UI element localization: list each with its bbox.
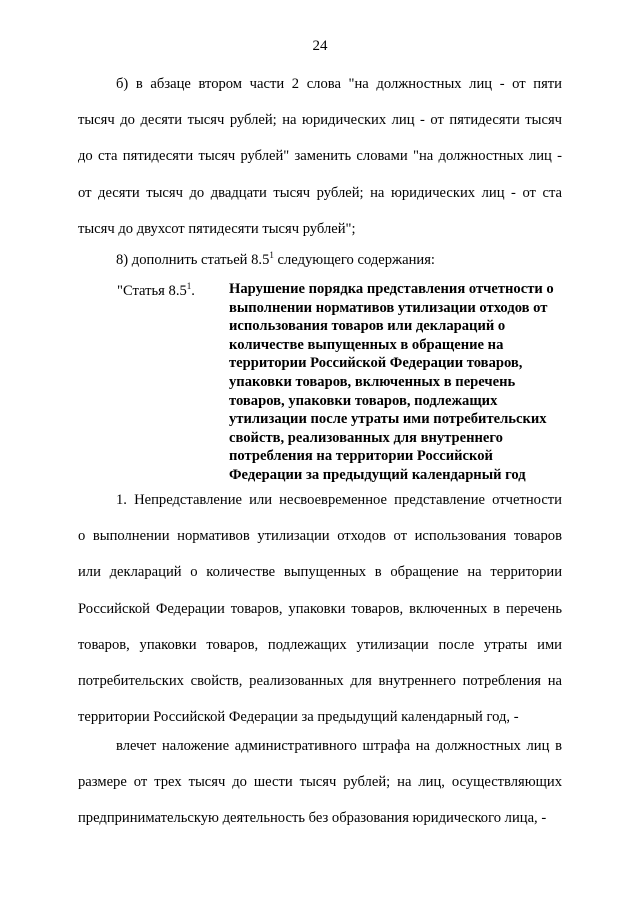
- text-line: тысяч до десяти тысяч рублей; на юридических лиц - от пятидесяти тысяч: [78, 112, 562, 129]
- text-line: или деклараций о количестве выпущенных в обращение на территории: [78, 564, 562, 581]
- article-title: [229, 280, 565, 485]
- title-line: выполнении нормативов утилизации отходов от: [229, 299, 548, 316]
- superscript: 1: [269, 250, 274, 260]
- title-line: Федерации за предыдущий календарный год: [229, 466, 526, 483]
- penalty-paragraph: [78, 728, 562, 837]
- title-line: территории Российской Федерации товаров,: [229, 355, 523, 372]
- text-line: б) в абзаце втором части 2 слова "на должностных лиц - от пяти: [116, 76, 562, 92]
- title-line: Нарушение порядка представления отчетности о: [229, 281, 554, 297]
- text-line: до ста пятидесяти тысяч рублей" заменить словами "на должностных лиц -: [78, 148, 562, 165]
- text-line: [78, 242, 562, 278]
- text-line: Российской Федерации товаров, упаковки товаров, включенных в перечень: [78, 600, 562, 617]
- title-line: товаров, упаковки товаров, подлежащих: [229, 392, 498, 409]
- title-line: количестве выпущенных в обращение на: [229, 336, 504, 353]
- text-line: потребительских свойств, реализованных для внутреннего потребления на: [78, 672, 562, 689]
- text-line: влечет наложение административного штрафа на должностных лиц в: [116, 738, 562, 754]
- paragraph-8: [78, 242, 562, 278]
- title-line: свойств, реализованных для внутреннего: [229, 429, 503, 446]
- text-line: территории Российской Федерации за предыдущий календарный год, -: [78, 709, 519, 726]
- title-line: упаковки товаров, включенных в перечень: [229, 373, 516, 390]
- superscript: 1: [186, 281, 192, 291]
- text-line: размере от трех тысяч до шести тысяч рублей; на лиц, осуществляющих: [78, 774, 562, 791]
- part-1: [78, 482, 562, 735]
- text-line: тысяч до двухсот пятидесяти тысяч рублей";: [78, 220, 356, 237]
- title-line: утилизации после утраты ими потребительских: [229, 411, 547, 428]
- text-line: 1. Непредставление или несвоевременное представление отчетности: [116, 492, 562, 508]
- text-line: от десяти тысяч до двадцати тысяч рублей; на юридических лиц - от ста: [78, 184, 562, 201]
- paragraph-8-text-end: следующего содержания:: [273, 252, 435, 268]
- title-line: потребления на территории Российской: [229, 448, 493, 465]
- page-number: 24: [312, 38, 328, 54]
- text-line: предпринимательскую деятельность без образования юридического лица, -: [78, 810, 547, 827]
- paragraph-b: [78, 66, 562, 247]
- article-label-text: "Статья 8.5: [117, 283, 187, 299]
- text-line: товаров, упаковки товаров, подлежащих утилизации после утраты ими: [78, 636, 562, 653]
- title-line: использования товаров или деклараций о: [229, 318, 506, 335]
- article-label: [117, 280, 195, 302]
- article-label-dot: .: [191, 283, 195, 299]
- text-line: о выполнении нормативов утилизации отходов от использования товаров: [78, 528, 562, 545]
- paragraph-8-text: 8) дополнить статьей 8.5: [116, 252, 270, 268]
